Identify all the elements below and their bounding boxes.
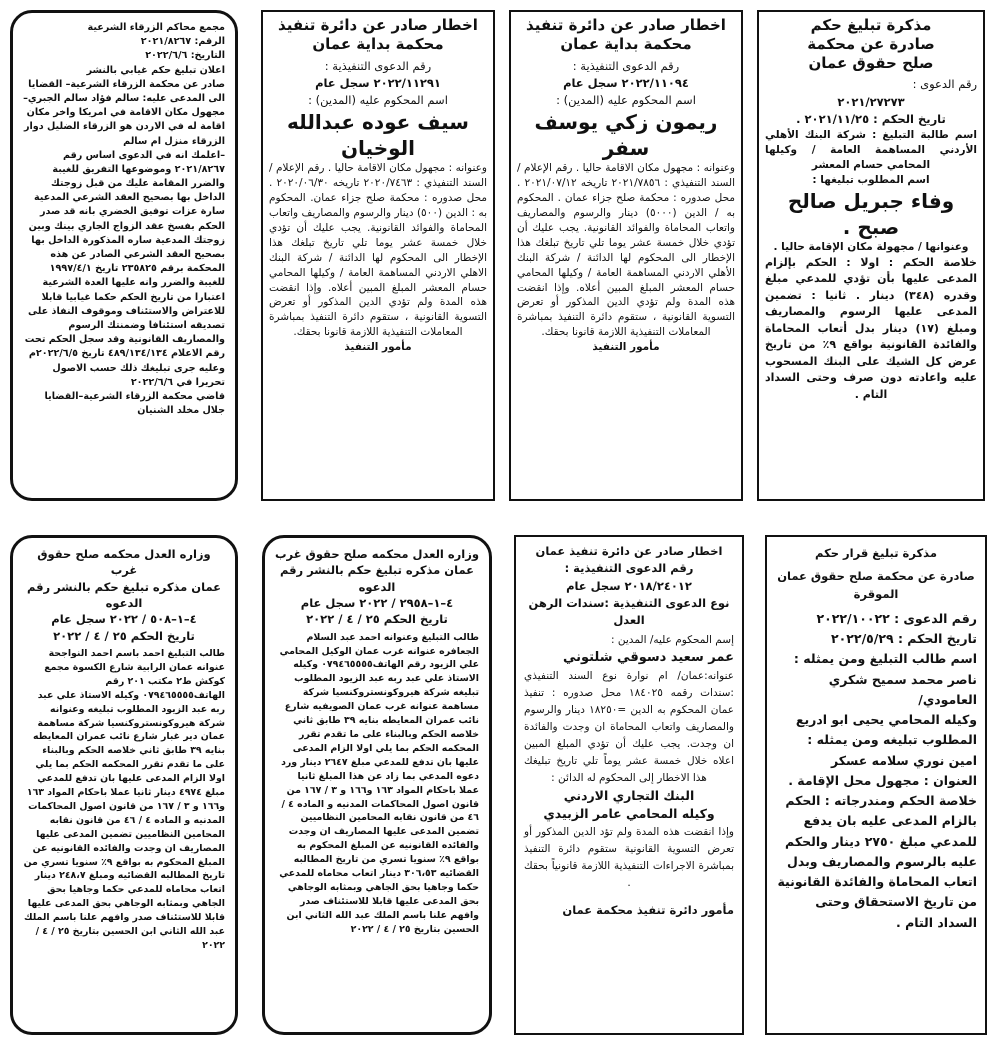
court-name: مجمع محاكم الزرقاء الشرعية <box>87 22 225 33</box>
notice-title: صلح حقوق عمان <box>808 53 934 72</box>
served-label: اسم المطلوب تبليغها : <box>812 173 930 186</box>
case-number: ٢٠٢٢/١١٢٩١ سجل عام <box>315 75 441 90</box>
notice-execution-saif <box>261 10 495 501</box>
notice-title: رقم الدعوى التنفيذية : <box>564 561 694 576</box>
notice-judgment-nasser <box>765 535 987 1035</box>
notice-title: صادرة عن محكمة <box>807 34 935 53</box>
debtor-name: ريمون زكي يوسف سفر <box>534 110 718 161</box>
judge-title: قاضي محكمة الزرقاء الشرعية–القضايا <box>44 390 225 402</box>
notice-title: مذكرة تبليغ قرار حكم <box>815 546 937 560</box>
debtor-label: إسم المحكوم عليه/ المدين : <box>611 634 734 647</box>
judgment-date: تاريخ الحكم ٢٥ / ٤ / ٢٠٢٢ <box>306 612 448 627</box>
notice-judgment-wafaa <box>757 10 985 501</box>
notice-title: عمان مذكره تبليغ حكم بالنشر رقم الدعوه <box>279 563 475 594</box>
notice-body: طالب التبليغ وعنوانه احمد عبد السلام الجعافره عنوانه غرب عمان الوكيل المحامي علي الزيود رقم الهاتف٠٧٩٤٦٥٥٥٥ وكيله الاستاذ علي عبد ربه عبد الزيود المطلوب تبليغه شركة هيروكونستروكنسيا شركة مساهمة عنوانه غرب عمان الصويفيه شارع نائب عمران المعايطه بنايه ٣٩ طابق ثاني خلاصه الحكم وبالبناء على ما تقدم تقرر المحكمه الحكم بما يلي اولا الزام المدعى عليها بان تدفع للمدعي مبلغ ٢٦٤٧ دينار ورد دعوه المدعي بما زاد عن هذا المبلغ ثانيا عملا باحكام المواد ١٦٣ و١٦٦ و ٣ / ١٦٧ من قانون اصول المحاكمات المدنيه و الماده ٤ / ٤٦ من قانون نقابه المحامين النظاميين تضمين المدعى عليها المصاريف ان وجدت والفائده القانونيه عن المبلغ المحكوم به بواقع ٩٪ سنويا تسري من تاريخ المطالبه القضائيه ٣٠٦،٥٣ دينار اتعاب محاماه للمدعي حكما وجاهيا بحق الجاهي وبمثابه الوجاهي بحق المدعى عليها قابلا للاستئناف صدر وافهم علنا باسم الملك عبد الله الثاني ابن الحسين بتاريخ ٢٥ / ٤ / ٢٠٢٢ <box>279 631 479 935</box>
notice-sharia-zarqa <box>10 10 238 501</box>
signature: مأمور دائرة تنفيذ محكمة عمان <box>562 903 734 918</box>
debtor-name: عمر سعيد دسوقي شلتوني <box>562 650 734 666</box>
creditor-name: البنك التجاري الاردني <box>563 787 695 803</box>
judgment-summary: خلاصة الحكم : اولا : الحكم بإلزام المدعى عليها بأن تؤدي للمدعي مبلغ وقدره (٣٤٨) دينار . ثانيا : تضمين المدعى عليها الرسوم والمصاريف ومبلغ (١٧) دينار بدل أتعاب المحاماة والفائدة القانونية بواقع ٩٪ من تاريخ عرض كل الشيك على البنك المسحوب عليه واعادته دون صرف وحتى السداد التام . <box>765 255 978 401</box>
case-number: ٢٠٢٢/١١٠٩٤ سجل عام <box>563 75 689 90</box>
case-type: نوع الدعوى التنفيذية :سندات الرهن العدل <box>528 595 730 627</box>
notice-body: طالب التبليغ احمد باسم احمد النواجحة عنوانه عمان الرابية شارع الكسوة مجمع كوكش ط٢ مكتب ٢٠١ رقم الهاتف٠٧٩٤٦٥٥٥٥ وكيله الاستاذ علي عبد ربه عبد الزيود المطلوب تبليغه وعنوانه شركة هيروكونستروكنسيا شركة مساهمة عمان دير غبار شارع نائب عمران المعايطه بنايه ٣٩ طابق ثاني خلاصه الحكم وبالبناء على ما تقدم تقرر المحكمه الحكم بما يلي اولا الزام المدعى عليها بان تدفع للمدعي مبلغ ٤٩٧٤ دينار ثانيا عملا باحكام المواد ١٦٣ و١٦٦ و ٣ / ١٦٧ من قانون اصول المحاكمات المدنيه و الماده ٤ / ٤٦ من قانون نقابه المحامين النظاميين تضمين المدعى عليها المصاريف ان وجدت والفائده القانونيه عن المبلغ المحكوم به بواقع ٩٪ سنويا تسري من تاريخ المطالبه القضائيه ومبلغ ٢٤٨،٧ دينار اتعاب محاماه للمدعي حكما وجاهيا بحق الجاهي وبمثابه الوجاهي بحق المدعى عليها قابلا للاستئناف صدر وافهم علنا باسم الملك عبد الله الثاني ابن الحسين بتاريخ ٢٥ / ٤ / ٢٠٢٢ <box>23 647 225 951</box>
case-number: رقم الدعوى : ٢٠٢٢/١٠٠٢٢ <box>816 610 977 626</box>
notice-title: محكمة بداية عمان <box>312 34 444 53</box>
requester-name: ناصر محمد سميح شكري العامودي/ <box>828 671 977 707</box>
notice-body: وعنوانه : مجهول مكان الاقامة حاليا . رقم الإعلام / السند التنفيذي : ٢٠٢٠/٧٤٦٣ تاريخه ٢٠٢٠/٠٦/٣٠ . محل صدوره : محكمة صلح جزاء عمان. المحكوم به : الدين (٥٠٠) دينار والرسوم والمصاريف واتعاب المحاماة والفوائد القانونية. يجب عليك أن تؤدي خلال خمسة عشر يوما تلي تاريخ تبلغك هذا الإخطار الى المحكوم لها الدائنة / شركة البنك الاهلي الاردني المساهمة العامة / وكيلها المحامي حسام المعشر المبلغ المبين أعلاه. وإذا انقضت هذه المدة ولم تؤدي الدين المذكور أو تعرض التسوية القانونية ، ستقوم دائرة التنفيذ بمباشرة المعاملات التنفيذية اللازمة قانونا بحقك. <box>269 162 487 339</box>
notice-body-continued: وإذا انقضت هذه المدة ولم تؤد الدين المذكور أو تعرض التسوية القانونية ستقوم دائرة التنفيذ بمباشرة الاجراءات التنفيذية اللازمة قانونياً بحقك . <box>524 826 734 890</box>
case-label: رقم الدعوى التنفيذية : <box>324 58 432 73</box>
notice-west-amman-508 <box>10 535 238 1035</box>
notice-title: اخطار صادر عن دائرة تنفيذ <box>526 16 726 34</box>
issuer-line: صادر عن محكمة الزرقاء الشرعية– القضايا <box>28 78 225 90</box>
served-name: وفاء جبريل صالح صبح . <box>787 188 955 239</box>
notice-title: وزاره العدل محكمه صلح حقوق غرب <box>37 547 211 578</box>
debtor-label: اسم المحكوم عليه (المدين) : <box>308 93 448 107</box>
notice-title: مذكرة تبليغ حكم <box>810 16 932 34</box>
case-label: رقم الدعوى : <box>912 77 977 92</box>
served-name: امين نوري سلامه عسكر <box>830 752 977 768</box>
notice-west-amman-2958 <box>262 535 492 1035</box>
notice-execution-raymond <box>509 10 743 501</box>
judgment-date: تاريخ الحكم : ٢٠٢٢/٥/٢٩ <box>831 631 977 646</box>
case-number: ٢٠١٨/٢٤٠١٢ سجل عام <box>566 578 692 593</box>
requester-label: اسم طالب التبليغ ومن يمثله : <box>793 651 977 667</box>
judgment-summary: خلاصة الحكم ومندرجاته : الحكم بالزام المدعى عليه بان يدفع للمدعي مبلغ ٢٧٥٠ دينار والحكم عليه بالرسوم والمصاريف وبدل اتعاب المحاماة والفائدة القانونية من تاريخ الاستحقاق وحتى السداد التام . <box>777 793 977 930</box>
defendant-line: الى المدعى عليه: سالم فؤاد سالم الجبري– <box>23 92 225 104</box>
notice-title: اخطار صادر عن دائرة تنفيذ عمان <box>535 544 723 558</box>
case-number: ٢٠٢١/٢٧٢٧٣ <box>837 94 905 109</box>
debtor-label: اسم المحكوم عليه (المدين) : <box>556 93 696 107</box>
case-number: ٤–١–٥٠٨ / ٢٠٢٢ سجل عام <box>51 612 197 627</box>
notice-title: محكمة بداية عمان <box>560 34 692 53</box>
notice-title: وزاره العدل محكمه صلح حقوق غرب <box>274 547 479 561</box>
case-number: ٤–١–٢٩٥٨ / ٢٠٢٢ سجل عام <box>300 595 454 610</box>
served-label: المطلوب تبليغه ومن يمثله : <box>807 732 977 748</box>
case-label: رقم الدعوى التنفيذية : <box>572 58 680 73</box>
notice-title: عمان مذكره تبليغ حكم بالنشر رقم الدعوه <box>26 579 222 610</box>
reference-number: الرقم: ٢٠٢١/٨٢٦٧ <box>140 36 225 48</box>
notice-body: وعنوانه : مجهول مكان الاقامة حاليا . رقم الإعلام / السند التنفيذي : ٢٠٢١/٧٨٥٦ تاريخه ٢٠٢١/٠٧/١٢ . محل صدوره : محكمة صلح جزاء عمان . المحكوم به / الدين (٥٠٠٠) دينار والرسوم والمصاريف واتعاب المحاماة والفوائد القانونية. يجب عليك أن تؤدي خلال خمسة عشر يوما تلي تاريخ تبلغك هذا الإخطار الى المحكوم لها الدائنة / شركة البنك الأهلي الاردني المساهمة العامة / وكيلها المحامي حسام المعشر المبلغ المبين أعلاه. وإذا انقضت هذه المدة ولم تؤدي الدين المذكور أو تعرض التسوية القانونية ، ستقوم دائرة التنفيذ بمباشرة المعاملات التنفيذية اللازمة قانونا بحقك. <box>517 162 735 339</box>
reference-date: التاريخ: ٢٠٢٢/٦/٦ <box>145 50 225 62</box>
notice-title: الموقرة <box>853 586 899 601</box>
plaintiff: اسم طالبة التبليغ : شركة البنك الأهلي الأردني المساهمة العامة / وكيلها المحامي حسام المعشر <box>765 129 977 171</box>
debtor-name: سيف عوده عبدالله الوخيان <box>287 110 469 161</box>
notice-body: عنوانه:عمان/ ام نوارة نوع السند التنفيذي :سندات رقمه ١٨٤٠٢٥ محل صدوره : تنفيذ عمان المحكوم به الدين =١٨٢٥٠ دينار والرسوم والمصاريف واتعاب المحاماة ان وجدت والفائدة ان وجدت. يجب عليك أن تؤدي المبلغ المبين اعلاه خلال خمسة عشر يوماً تلي تاريخ تبليغك هذا الاخطار إلى المحكوم له الدائن : <box>524 669 734 784</box>
defendant-address: مجهول مكان الاقامة في امريكا واخر مكان اقامة له في الاردن هو الزرقاء الضليل دوار الزرقاء منزل ام سالم <box>23 107 225 147</box>
signature: مأمور التنفيذ <box>592 341 660 354</box>
judge-name: جلال مخلد الشنيان <box>137 405 225 417</box>
requester-lawyer: وكيله المحامي يحيى ابو ادريع <box>795 712 977 727</box>
notice-body: –اعلمك انه في الدعوى اساس رقم ٢٠٢١/٨٢٦٧ وموضوعها التفريق للغيبة والضرر المقامة عليك من قبل زوجتك الداخل بها بصحيح العقد الشرعي المدعية سارة عزات توفيق الخضري بانه قد صدر الحكم بفسخ عقد الزواج الجاري بينك وبين زوجتك المدعية ساره المذكورة الداخل بها بصحيح العقد الشرعي الصادر عن هذه المحكمة برقم ٢٣٥٨٢٥ تاريخ ١٩٩٧/٤/١ للغيبة والضرر وانه عليها العدة الشرعية اعتبارا من تاريخ الحكم حكما غيابيا قابلا للاعتراض والاستئناف وموقوف النفاذ على تصديقه استئنافا وضمنتك الرسوم والمصاريف القانونية وقد سجل الحكم تحت رقم الاعلام ٤٨٩/١٣٤/١٣٤ تاريخ ٢٠٢٢/٦/٥م وعليه جرى تبليغك ذلك حسب الاصول تحريرا في ٢٠٢٢/٦/٦ <box>24 149 225 388</box>
judgment-date: تاريخ الحكم : ٢٠٢١/١١/٢٥ . <box>796 111 946 126</box>
served-address: وعنوانها / مجهولة مكان الإقامة حاليا . <box>773 240 969 253</box>
notice-title: صادرة عن محكمة صلح حقوق عمان <box>777 569 975 584</box>
served-address: العنوان : مجهول محل الإقامة . <box>788 772 977 788</box>
signature: مأمور التنفيذ <box>344 341 412 354</box>
judgment-date: تاريخ الحكم ٢٥ / ٤ / ٢٠٢٢ <box>53 628 195 643</box>
notice-execution-omar <box>514 535 744 1035</box>
creditor-lawyer: وكيله المحامي عامر الزبيدي <box>543 806 715 822</box>
notice-heading: اعلان تبليغ حكم غيابي بالنشر <box>86 64 225 76</box>
notice-title: اخطار صادر عن دائرة تنفيذ <box>278 16 478 34</box>
